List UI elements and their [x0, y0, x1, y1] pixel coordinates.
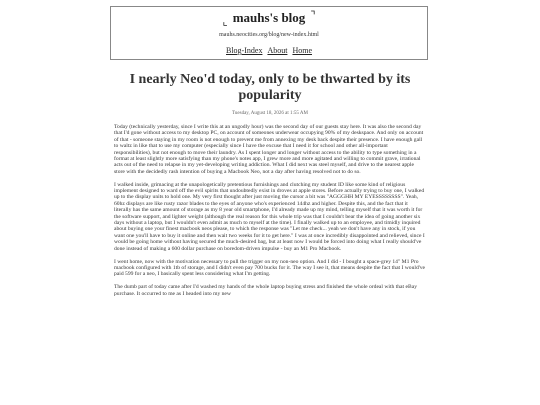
paragraph-4: The dumb part of today came after I'd washed my hands of the whole laptop buying stress and finished the whole ordeal with that eBay purchase. It occurred to me as I headed into my new: [114, 284, 417, 297]
post-title: [70, 72, 470, 104]
post-title-line-1: I nearly Neo'd today, only to be thwarted by its: [129, 72, 411, 87]
blog-url: mauhs.neocities.org/blog/new-index.html: [219, 32, 319, 38]
paragraph-1: Today (technically yesterday, since I write this at an ungodly hour) was the second day of our guests stay here. It was also the second day that I'd gone without access to my desktop PC, on account of someones underwear occupying 90% of my deskspace. And only on account of that - someone staying in my room is not enough to prevent me from annexing my desk back despite their presence. I have enough gall to waltz in like that to use my computer (especially since I have the excuse that I need it for school and other all-important responsibilities), but not enough to move their laundry. As I spent longer and longer without access to the ability to type something in a format at least slightly more satisfying than my phone's notes app, I grew more and more agitated and willing to commit grave, irrational acts out of the need to relapse in my yet-developing writing addiction. What I did next was steel myself, and drive to the nearest apple store with the decidedly rash intention of buying a Macbook Neo, not a day after having resolved not to do so.: [114, 124, 424, 175]
paragraph-3: I went home, now with the motivation necessary to pull the trigger on my non-neo option. And I did - I bought a space-grey 14" M1 Pro macbook configured with 1tb of storage, and I didn't even pay 700 bucks for it. The way I see it, that means despite the fact that I would've paid 599 for a neo, I basically spent less considering what I'm getting.: [114, 258, 426, 278]
corner-bracket-right-icon: ⌝: [310, 10, 316, 22]
paragraph-2: I walked inside, grimacing at the unapologetically pretentious furnishings and clutching my student ID like some kind of religious implement designed to ward off the evil spirits that undoubtedly exist in droves at apple stores. Before actually trying to buy one, I walked up to the display units to hold one. My very first thought after just moving the cursor a bit was "AGGGHH MY EYESSSSSSSS". Yeah, 60hz displays are like rusty razor blades to the eyes of anyone who's experienced 144hz and higher. Despite this, and the fact that it literally has the same amount of storage as my 8 year old smartphone, I'd already made up my mind, telling myself that it was worth it for the software support, and lighter weight (although the real reason for this whole trip was that I couldn't bear the idea of going another six days without a laptop, but I wouldn't even admit as much to myself at the time). I finally walked up to an employee, and timidly inquired about buying one your finest macbook neos please, to which the response was "Let me check... yeah we don't have any in stock, if you want one you'll have to buy it online and then wait two weeks for it to get here." I was at once incredibly disappointed and relieved, since I would be going home without having secured the much-desired bag, but at least now I would be forced into doing what I really should've done instead of making a 600 dollar purchase on boredom-driven impulse - buy an M1 Pro Macbook.: [114, 181, 425, 252]
post-timestamp: Tuesday, August 18, 2026 at 1:55 AM: [232, 111, 308, 116]
blog-header: [110, 6, 428, 60]
nav-link-home[interactable]: Home: [292, 46, 312, 55]
blog-brand: [111, 10, 427, 27]
blog-title: mauhs's blog: [232, 10, 306, 25]
nav-link-about[interactable]: About: [267, 46, 288, 55]
nav-link-blog-index[interactable]: Blog-Index: [226, 46, 263, 55]
post-body: [114, 124, 426, 303]
corner-bracket-left-icon: ⌞: [222, 16, 228, 28]
post-title-line-2: popularity: [238, 88, 302, 103]
blog-nav: [111, 46, 427, 56]
